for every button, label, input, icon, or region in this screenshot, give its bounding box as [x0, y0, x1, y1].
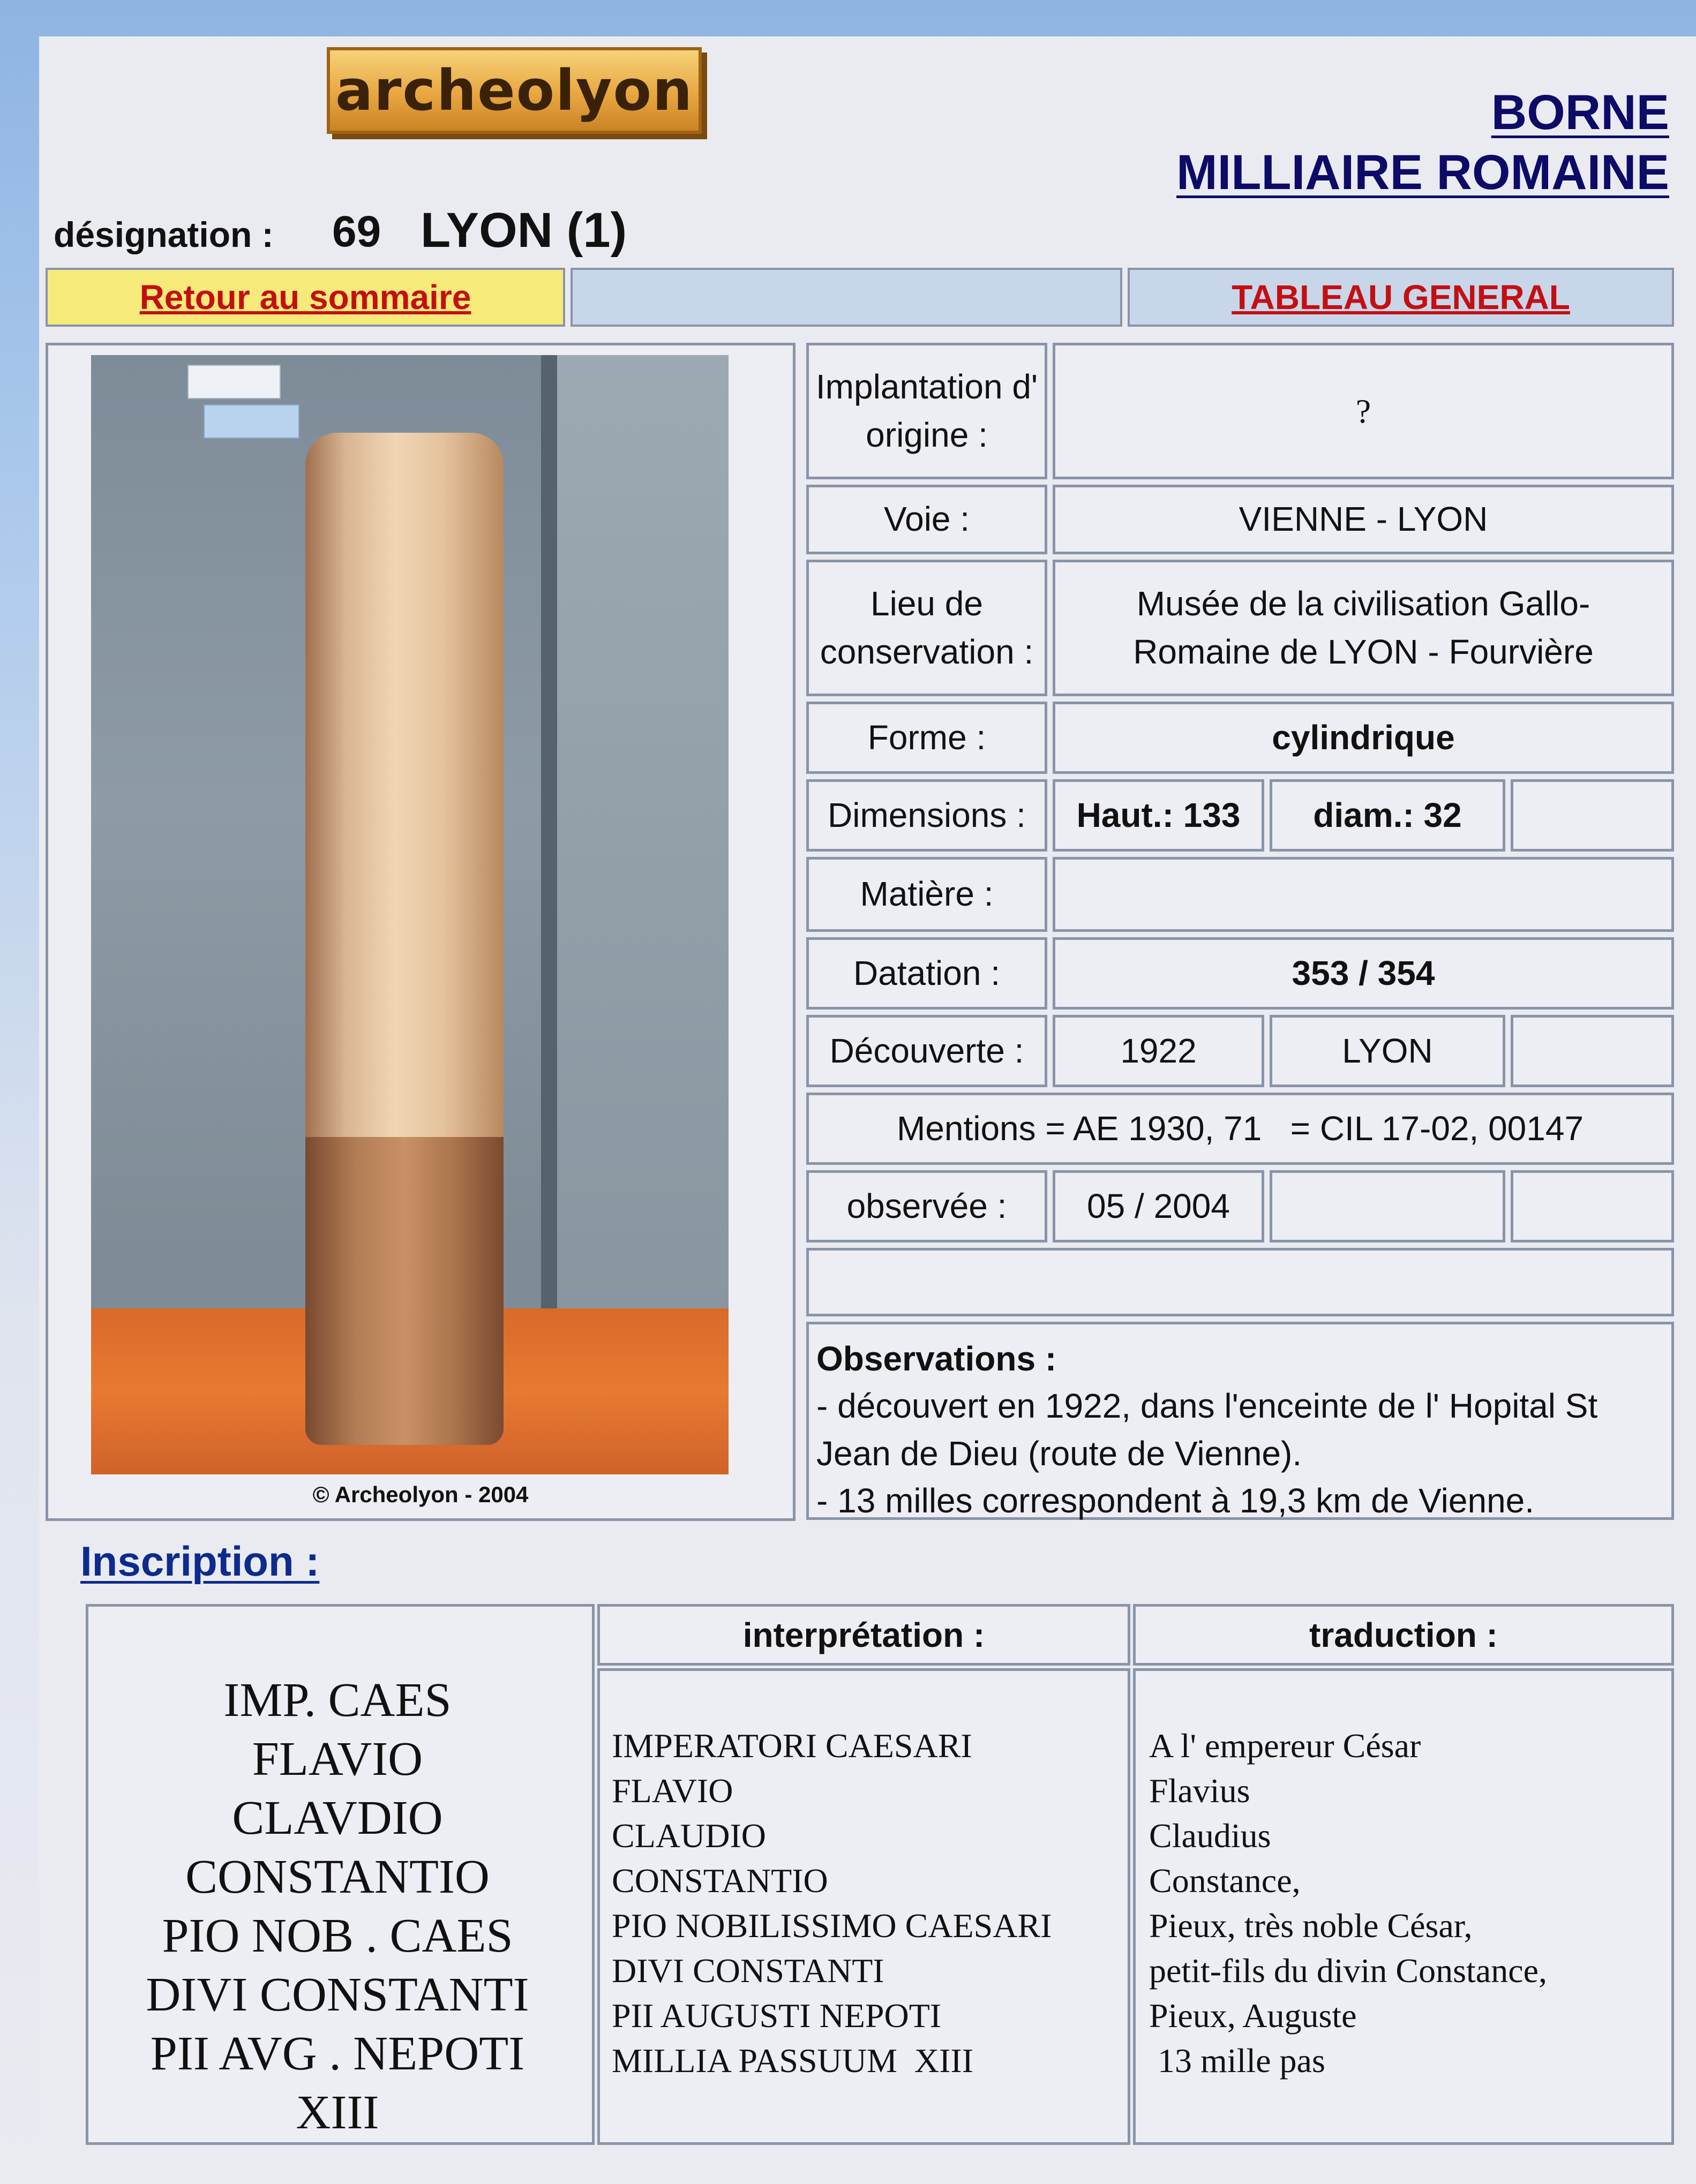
interpretation-header: interprétation : [597, 1604, 1130, 1666]
matiere-label: Matière : [806, 857, 1047, 932]
interpretation-line: DIVI CONSTANTI [612, 1952, 884, 1990]
photo-wall [557, 355, 729, 1308]
latin-line: XIII [296, 2086, 379, 2139]
latin-line: IMP. CAES [223, 1674, 452, 1727]
observee-empty-1 [1270, 1170, 1505, 1242]
traduction-header: traduction : [1133, 1604, 1674, 1666]
decouverte-place: LYON [1270, 1015, 1505, 1087]
matiere-value [1053, 857, 1674, 932]
observation-line: - découvert en 1922, dans l'enceinte de l' Hopital St [816, 1387, 1598, 1426]
designation-label: désignation : [54, 215, 274, 254]
latin-line: PIO NOB . CAES [162, 1909, 513, 1962]
decouverte-year: 1922 [1053, 1015, 1264, 1087]
traduction-line: 13 mille pas [1149, 2042, 1325, 2080]
title-line-1: BORNE [1491, 85, 1669, 140]
traduction-line: Flavius [1149, 1772, 1250, 1810]
interpretation-line: PII AUGUSTI NEPOTI [612, 1997, 942, 2035]
voie-value: VIENNE - LYON [1053, 485, 1674, 554]
latin-line: PII AVG . NEPOTI [150, 2027, 525, 2080]
voie-label: Voie : [806, 485, 1047, 554]
milestone-photo [91, 355, 729, 1474]
implantation-value: ? [1053, 343, 1674, 479]
datation-label: Datation : [806, 937, 1047, 1010]
back-to-summary-link[interactable]: Retour au sommaire [46, 268, 565, 327]
interpretation-line: CONSTANTIO [612, 1862, 828, 1900]
dimensions-label: Dimensions : [806, 779, 1047, 852]
decouverte-label: Découverte : [806, 1015, 1047, 1087]
traduction-text [1149, 1723, 1547, 2083]
observation-line: - 13 milles correspondent à 19,3 km de Vienne. [816, 1481, 1535, 1520]
diametre-value: diam.: 32 [1270, 779, 1505, 852]
traduction-line: Pieux, Auguste [1149, 1997, 1357, 2035]
interpretation-line: IMPERATORI CAESARI [612, 1727, 972, 1765]
conservation-value: Musée de la civilisation Gallo-Romaine de LYON - Fourvière [1053, 560, 1674, 696]
decouverte-empty [1511, 1015, 1674, 1087]
inscription-title: Inscription : [80, 1538, 320, 1585]
observee-empty-2 [1511, 1170, 1674, 1242]
interpretation-line: FLAVIO [612, 1772, 733, 1810]
nav-spacer [571, 268, 1122, 327]
interpretation-line: PIO NOBILISSIMO CAESARI [612, 1907, 1052, 1945]
photo-wall-edge [541, 355, 557, 1308]
designation-number: 69 [332, 207, 381, 256]
implantation-label: Implantation d' origine : [806, 343, 1047, 479]
photo-credit: © Archeolyon - 2004 [312, 1482, 529, 1507]
interpretation-line: MILLIA PASSUUM XIII [612, 2042, 974, 2080]
photo-plaque-blue [204, 404, 299, 439]
forme-value: cylindrique [1053, 702, 1674, 774]
latin-line: CLAVDIO [232, 1791, 443, 1844]
empty-row [806, 1248, 1674, 1316]
observee-value: 05 / 2004 [1053, 1170, 1264, 1242]
traduction-line: A l' empereur César [1149, 1727, 1421, 1765]
observations-title: Observations : [816, 1339, 1057, 1378]
general-table-link[interactable]: TABLEAU GENERAL [1128, 268, 1674, 327]
latin-inscription [86, 1671, 589, 2142]
archeolyon-logo[interactable] [327, 47, 702, 134]
forme-label: Forme : [806, 702, 1047, 774]
hauteur-value: Haut.: 133 [1053, 779, 1264, 852]
datation-value: 353 / 354 [1053, 937, 1674, 1010]
observee-label: observée : [806, 1170, 1047, 1242]
latin-line: CONSTANTIO [185, 1850, 490, 1903]
traduction-line: Claudius [1149, 1817, 1271, 1855]
photo-plaque [187, 365, 281, 399]
observation-line: Jean de Dieu (route de Vienne). [816, 1434, 1302, 1473]
traduction-line: petit-fils du divin Constance, [1149, 1952, 1547, 1990]
observations-box [806, 1322, 1674, 1520]
dimensions-empty [1511, 779, 1674, 852]
milestone-column-base [305, 1137, 504, 1445]
logo-text: archeolyon [335, 58, 694, 123]
photo-panel [46, 343, 796, 1521]
latin-line: FLAVIO [252, 1733, 423, 1786]
mentions-row: Mentions = AE 1930, 71 = CIL 17-02, 00147 [806, 1093, 1674, 1165]
traduction-line: Pieux, très noble César, [1149, 1907, 1473, 1945]
traduction-line: Constance, [1149, 1862, 1301, 1900]
conservation-label: Lieu de conservation : [806, 560, 1047, 696]
latin-line: DIVI CONSTANTI [146, 1968, 529, 2021]
interpretation-line: CLAUDIO [612, 1817, 766, 1855]
designation-value: LYON (1) [421, 203, 627, 258]
interpretation-text [612, 1723, 1052, 2083]
title-line-2: MILLIAIRE ROMAINE [1176, 145, 1669, 200]
